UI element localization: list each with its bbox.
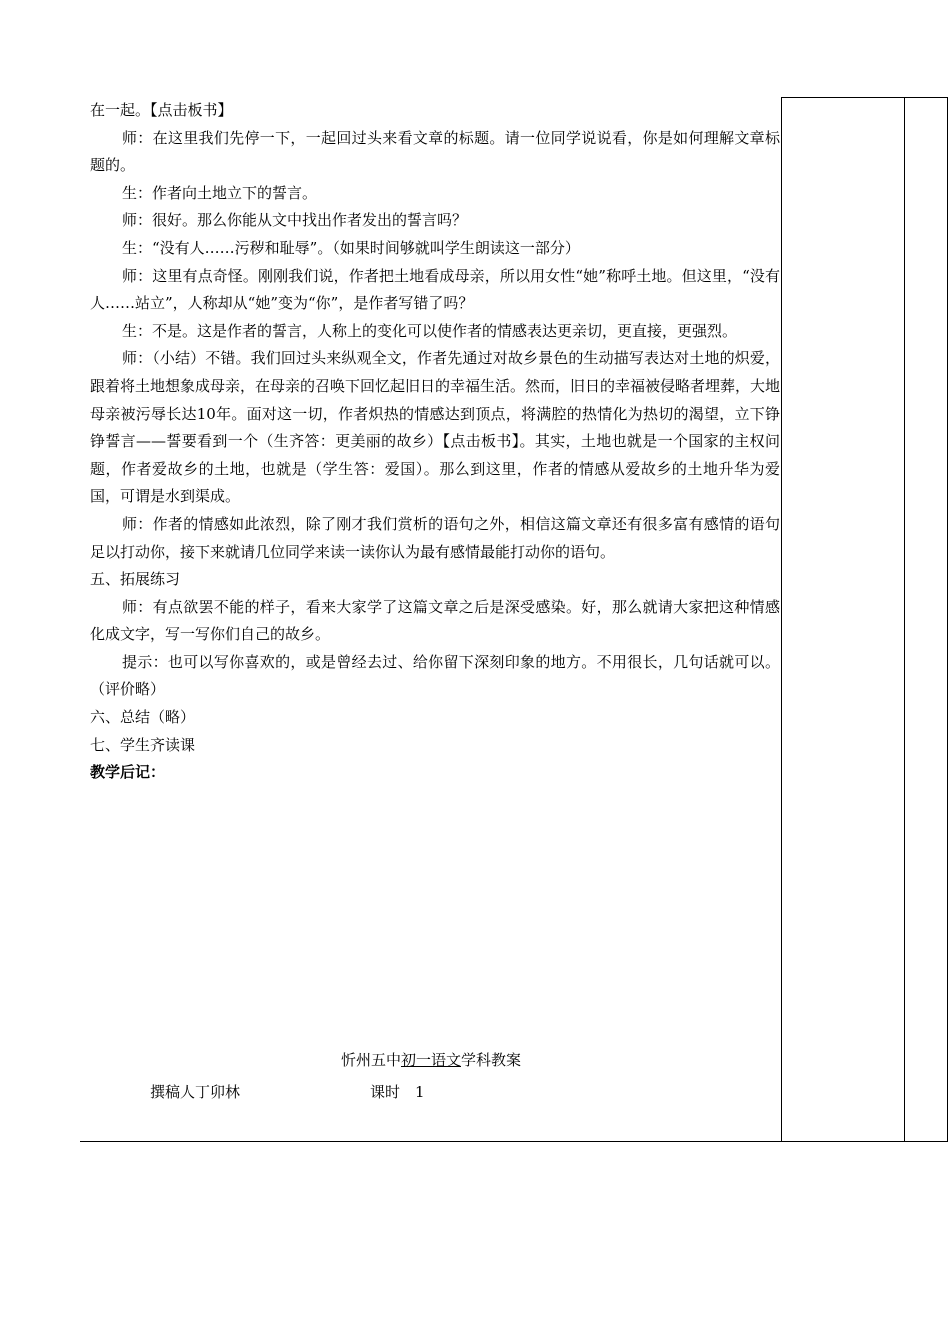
- paragraph: 师：（小结）不错。我们回过头来纵观全文，作者先通过对故乡景色的生动描写表达对土地的炽爱，跟着将土地想象成母亲，在母亲的召唤下回忆起旧日的幸福生活。然而，旧日的幸福被侵略者埋葬，大地母亲被污辱长达10年。面对这一切，作者炽热的情感达到顶点，将满腔的热情化为热切的渴望，立下铮铮誓言——誓要看到一个（生齐答：更美丽的故乡）【点击板书】。其实，土地也就是一个国家的主权问题，作者爱故乡的土地，也就是（学生答：爱国）。那么到这里，作者的情感从爱故乡的土地升华为爱国，可谓是水到渠成。: [90, 349, 781, 506]
- author-label: 撰稿人丁卯林: [150, 1083, 241, 1101]
- table-divider-2: [904, 97, 905, 1142]
- paragraph: 提示：也可以写你喜欢的，或是曾经去过、给你留下深刻印象的地方。不用很长，几句话就可以。（评价略）: [90, 652, 780, 699]
- paragraph: 师：在这里我们先停一下，一起回过头来看文章的标题。请一位同学说说看，你是如何理解文章标题的。: [90, 128, 780, 175]
- paragraph: 生：“没有人……污秽和耻辱”。（如果时间够就叫学生朗读这一部分）: [122, 238, 580, 257]
- paragraph: 生：作者向土地立下的誓言。: [122, 183, 318, 202]
- paragraph: 在一起。【点击板书】: [90, 101, 233, 119]
- table-right-border: [947, 97, 948, 1142]
- document-title: [0, 1049, 862, 1070]
- title-subject: 初一语文: [400, 1051, 461, 1069]
- table-divider-1: [781, 97, 782, 1142]
- section-heading: 五、拓展练习: [90, 570, 181, 589]
- paragraph: 生：不是。这是作者的誓言，人称上的变化可以使作者的情感表达更亲切，更直接，更强烈。: [122, 321, 738, 340]
- footer-info: [150, 1081, 425, 1102]
- lesson-count: 课时 1: [370, 1083, 425, 1101]
- paragraph: 师：很好。那么你能从文中找出作者发出的誓言吗？: [122, 211, 468, 230]
- table-top-border: [781, 97, 948, 98]
- paragraph: 师：有点欲罢不能的样子，看来大家学了这篇文章之后是深受感染。好，那么就请大家把这种情感化成文字，写一写你们自己的故乡。: [90, 597, 780, 644]
- paragraph: 师：作者的情感如此浓烈，除了刚才我们赏析的语句之外，相信这篇文章还有很多富有感情的语句足以打动你，接下来就请几位同学来读一读你认为最有感情最能打动你的语句。: [90, 514, 780, 561]
- teaching-notes-heading: 教学后记：: [90, 763, 166, 782]
- title-suffix: 学科教案: [461, 1051, 522, 1069]
- title-school: 忻州五中: [340, 1051, 401, 1069]
- lesson-body: [90, 97, 780, 787]
- section-heading: 七、学生齐读课: [90, 735, 196, 754]
- paragraph: 师：这里有点奇怪。刚刚我们说，作者把土地看成母亲，所以用女性“她”称呼土地。但这里，“没有人……站立”，人称却从“她”变为“你”，是作者写错了吗？: [90, 266, 780, 313]
- table-bottom-border: [80, 1141, 948, 1142]
- section-heading: 六、总结（略）: [90, 708, 196, 727]
